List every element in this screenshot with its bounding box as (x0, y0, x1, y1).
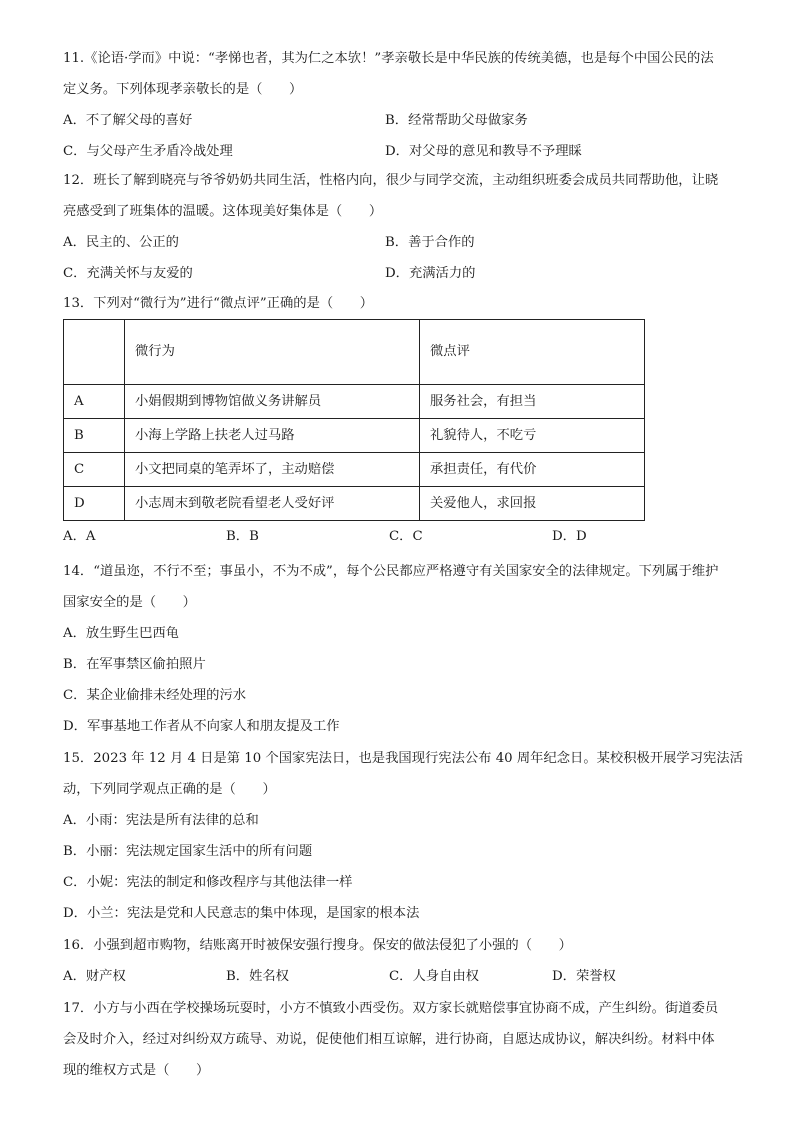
option-a[interactable]: A．小雨：宪法是所有法律的总和 (63, 813, 259, 828)
table-cell: 小志周末到敬老院看望老人受好评 (125, 487, 420, 521)
question-12-stem: 12．班长了解到晓亮与爷爷奶奶共同生活，性格内向，很少与同学交流，主动组织班委会成员共同帮助他，让晓 (63, 173, 719, 188)
question-12-stem-cont: 亮感受到了班集体的温暖。这体现美好集体是（ ） (63, 204, 383, 219)
table-cell: 小海上学路上扶老人过马路 (125, 419, 420, 453)
micro-behavior-table (63, 319, 645, 521)
question-16-stem: 16．小强到超市购物，结账离开时被保安强行搜身。保安的做法侵犯了小强的（ ） (63, 938, 572, 953)
question-15-stem-cont: 动，下列同学观点正确的是（ ） (63, 782, 276, 797)
option-c[interactable]: C．C (389, 529, 423, 544)
table-row (64, 419, 645, 453)
question-13-stem: 13．下列对“微行为”进行“微点评”正确的是（ ） (63, 296, 374, 311)
question-11-options (63, 105, 763, 167)
table-row (64, 385, 645, 419)
question-17-stem-cont: 会及时介入，经过对纠纷双方疏导、劝说，促使他们相互谅解，进行协商，自愿达成协议，解决纠纷。材料中体 (63, 1032, 715, 1047)
question-15-options (63, 805, 763, 929)
option-b[interactable]: B．经常帮助父母做家务 (385, 113, 528, 128)
option-b[interactable]: B．善于合作的 (385, 235, 475, 250)
option-c[interactable]: C．人身自由权 (389, 969, 479, 984)
question-11 (63, 43, 763, 167)
question-15 (63, 743, 763, 929)
option-d[interactable]: D．D (552, 529, 587, 544)
option-d[interactable]: D．对父母的意见和教导不予理睬 (385, 144, 582, 159)
question-16-options (63, 961, 763, 992)
table-header-cell: 微行为 (125, 320, 420, 385)
question-14 (63, 556, 763, 742)
option-a[interactable]: A．不了解父母的喜好 (63, 113, 193, 128)
table-cell: D (64, 487, 125, 521)
question-14-stem-cont: 国家安全的是（ ） (63, 595, 196, 610)
question-17 (63, 993, 763, 1086)
table-cell: B (64, 419, 125, 453)
option-d[interactable]: D．军事基地工作者从不向家人和朋友提及工作 (63, 719, 340, 734)
option-a[interactable]: A．民主的、公正的 (63, 235, 179, 250)
option-c[interactable]: C．充满关怀与友爱的 (63, 266, 193, 281)
question-12 (63, 165, 763, 289)
table-cell: C (64, 453, 125, 487)
question-11-stem-cont: 定义务。下列体现孝亲敬长的是（ ） (63, 82, 303, 97)
option-d[interactable]: D．荣誉权 (552, 969, 616, 984)
table-header-row (64, 320, 645, 385)
question-13 (63, 288, 763, 552)
question-16 (63, 930, 763, 992)
question-14-options (63, 618, 763, 742)
option-c[interactable]: C．某企业偷排未经处理的污水 (63, 688, 247, 703)
table-row (64, 487, 645, 521)
option-a[interactable]: A．放生野生巴西龟 (63, 626, 179, 641)
table-header-cell (64, 320, 125, 385)
question-17-stem-cont2: 现的维权方式是（ ） (63, 1063, 210, 1078)
question-15-stem: 15．2023 年 12 月 4 日是第 10 个国家宪法日，也是我国现行宪法公布 40 周年纪念日。某校积极开展学习宪法活 (63, 751, 743, 766)
option-a[interactable]: A．A (63, 529, 96, 544)
option-a[interactable]: A．财产权 (63, 969, 126, 984)
option-b[interactable]: B．B (226, 529, 259, 544)
option-b[interactable]: B．在军事禁区偷拍照片 (63, 657, 206, 672)
option-c[interactable]: C．与父母产生矛盾冷战处理 (63, 144, 233, 159)
table-cell: 承担责任，有代价 (420, 453, 645, 487)
table-cell: 服务社会，有担当 (420, 385, 645, 419)
option-d[interactable]: D．小兰：宪法是党和人民意志的集中体现，是国家的根本法 (63, 906, 420, 921)
table-cell: 小娟假期到博物馆做义务讲解员 (125, 385, 420, 419)
option-d[interactable]: D．充满活力的 (385, 266, 476, 281)
table-cell: 礼貌待人，不吃亏 (420, 419, 645, 453)
question-13-options (63, 521, 763, 552)
table-cell: A (64, 385, 125, 419)
option-b[interactable]: B．小丽：宪法规定国家生活中的所有问题 (63, 844, 313, 859)
table-cell: 关爱他人，求回报 (420, 487, 645, 521)
table-header-cell: 微点评 (420, 320, 645, 385)
question-12-options (63, 227, 763, 289)
table-cell: 小文把同桌的笔弄坏了，主动赔偿 (125, 453, 420, 487)
option-b[interactable]: B．姓名权 (226, 969, 289, 984)
question-17-stem: 17．小方与小西在学校操场玩耍时，小方不慎致小西受伤。双方家长就赔偿事宜协商不成，产生纠纷。街道委员 (63, 1001, 719, 1016)
option-c[interactable]: C．小妮：宪法的制定和修改程序与其他法律一样 (63, 875, 353, 890)
table-row (64, 453, 645, 487)
question-11-stem: 11.《论语·学而》中说：“孝悌也者，其为仁之本欤！”孝亲敬长是中华民族的传统美德，也是每个中国公民的法 (63, 51, 714, 66)
question-14-stem: 14．“道虽迩，不行不至；事虽小，不为不成”，每个公民都应严格遵守有关国家安全的法律规定。下列属于维护 (63, 564, 719, 579)
